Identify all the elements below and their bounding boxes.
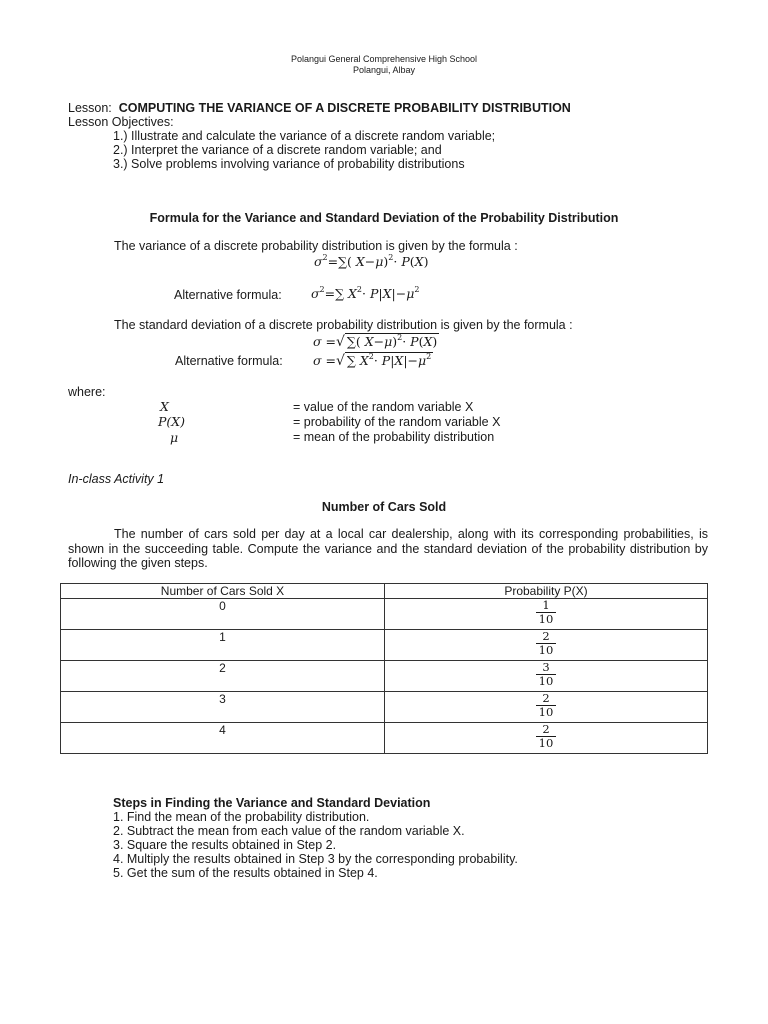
cell-x: 2 [61, 661, 385, 692]
denominator: 10 [538, 736, 554, 750]
numerator: 2 [536, 692, 557, 706]
school-name: Polangui General Comprehensive High School [290, 54, 478, 64]
activity-title: Number of Cars Sold [321, 500, 447, 514]
symbol-px: P(X) [158, 414, 186, 429]
cell-probability [385, 723, 708, 754]
table-header-row [61, 584, 708, 599]
objective-item: 3.) Solve problems involving variance of probability distributions [113, 157, 465, 171]
definition-px: = probability of the random variable X [293, 415, 501, 429]
denominator: 10 [538, 612, 554, 626]
symbol-x: X [160, 399, 169, 414]
cell-x: 0 [61, 599, 385, 630]
steps-heading: Steps in Finding the Variance and Standard Deviation [113, 796, 431, 810]
fraction [536, 630, 557, 657]
cell-x: 3 [61, 692, 385, 723]
lesson-line [68, 101, 571, 115]
where-label: where: [68, 385, 106, 399]
definition-mu: = mean of the probability distribution [293, 430, 495, 444]
cell-x: 4 [61, 723, 385, 754]
fraction [536, 599, 557, 626]
objective-item: 2.) Interpret the variance of a discrete random variable; and [113, 143, 442, 157]
activity-label: In-class Activity 1 [68, 472, 165, 486]
step-item: 2. Subtract the mean from each value of the random variable X. [113, 824, 465, 838]
objectives-label: Lesson Objectives: [68, 115, 174, 129]
table-row [61, 599, 708, 630]
cell-probability [385, 661, 708, 692]
numerator: 3 [536, 661, 557, 675]
sd-intro: The standard deviation of a discrete probability distribution is given by the formula : [114, 318, 573, 332]
lesson-label: Lesson: [68, 101, 112, 115]
step-item: 3. Square the results obtained in Step 2. [113, 838, 337, 852]
denominator: 10 [538, 705, 554, 719]
cell-x: 1 [61, 630, 385, 661]
numerator: 2 [536, 630, 557, 644]
denominator: 10 [538, 674, 554, 688]
alt-formula-label-2: Alternative formula: [175, 354, 283, 368]
step-item: 1. Find the mean of the probability distribution. [113, 810, 370, 824]
numerator: 2 [536, 723, 557, 737]
table-row [61, 630, 708, 661]
cell-probability [385, 692, 708, 723]
cell-probability [385, 630, 708, 661]
numerator: 1 [536, 599, 557, 613]
table-row [61, 692, 708, 723]
column-header-probability: Probability P(X) [385, 584, 708, 599]
formula-heading: Formula for the Variance and Standard Deviation of the Probability Distribution [149, 211, 619, 225]
definition-x: = value of the random variable X [293, 400, 474, 414]
alt-formula-label: Alternative formula: [174, 288, 282, 302]
fraction [536, 723, 557, 750]
objective-item: 1.) Illustrate and calculate the variance of a discrete random variable; [113, 129, 496, 143]
lesson-title: COMPUTING THE VARIANCE OF A DISCRETE PROBABILITY DISTRIBUTION [118, 101, 571, 115]
variance-intro: The variance of a discrete probability distribution is given by the formula : [114, 239, 518, 253]
activity-paragraph: The number of cars sold per day at a local car dealership, along with its corresponding probabilities, is shown in the succeeding table. Compute the variance and the standard deviation of the probability distribution by following the given steps. [68, 527, 708, 570]
denominator: 10 [538, 643, 554, 657]
fraction [536, 661, 557, 688]
fraction [536, 692, 557, 719]
step-item: 5. Get the sum of the results obtained in Step 4. [113, 866, 378, 880]
column-header-x: Number of Cars Sold X [61, 584, 385, 599]
cell-probability [385, 599, 708, 630]
sd-formula: σ =√ ∑( X−μ)$^2$· P(X) [313, 333, 438, 350]
step-item: 4. Multiply the results obtained in Step 3 by the corresponding probability. [113, 852, 518, 866]
symbol-mu: μ [170, 430, 179, 445]
table-row [61, 661, 708, 692]
variance-formula: $\sigma^2=\sum$( X−μ)$^2$· P(X) [314, 253, 429, 269]
cars-sold-table [60, 583, 708, 754]
variance-alt-formula: $\sigma^2=\sum$ $X^2\cdot P|X|-\mu^2$ [311, 285, 420, 301]
table-row [61, 723, 708, 754]
school-location: Polangui, Albay [352, 65, 416, 75]
sd-alt-formula: σ =√ ∑ $X^2\cdot P|X|-\mu^2$ [313, 352, 432, 369]
